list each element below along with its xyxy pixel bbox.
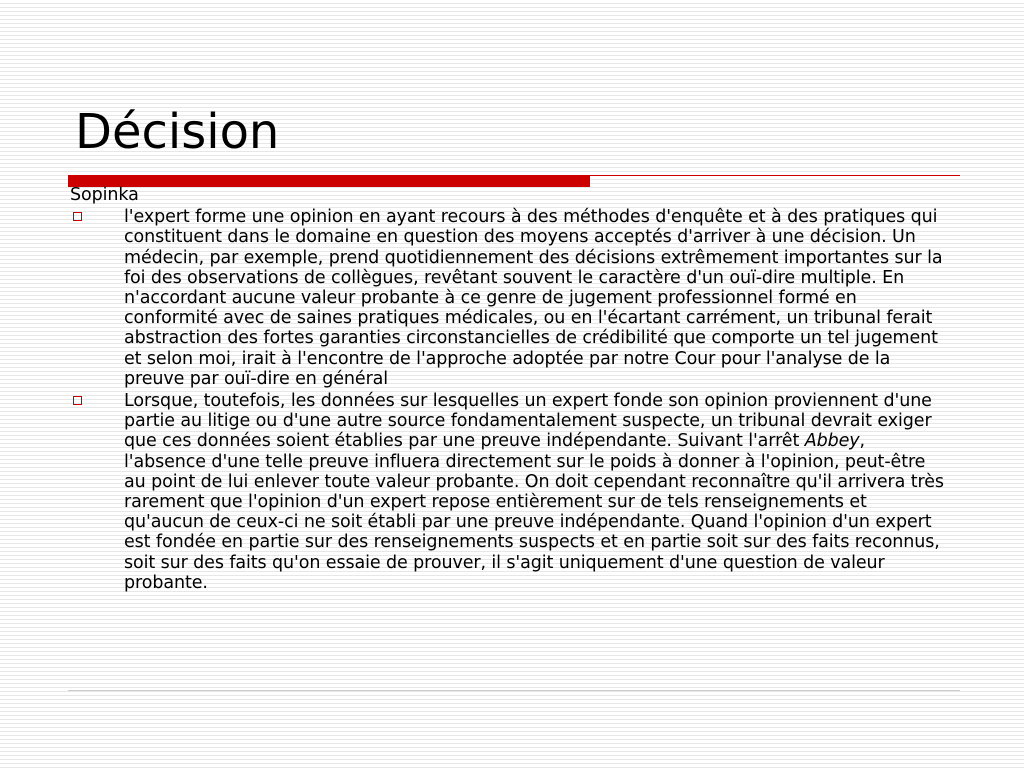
hollow-square-bullet-icon — [73, 212, 82, 221]
bullet-item-1 — [70, 207, 950, 389]
case-name-italic: Abbey — [804, 431, 860, 452]
bullet-item-2 — [70, 391, 950, 593]
slide-body — [70, 185, 950, 595]
hollow-square-bullet-icon — [73, 396, 82, 405]
bullet-text: l'expert forme une opinion en ayant recours à des méthodes d'enquête et à des pratiques qui constituent dans le domaine en question des moyens acceptés d'arriver à une décision. Un médecin, par exemple, prend quotidiennement des décisions extrêmement importantes sur la foi des observations de collègues, revêtant souvent le caractère d'un ouï-dire multiple. En n'accordant aucune valeur probante à ce genre de jugement professionnel formé en conformité avec de saines pratiques médicales, ou en l'écartant carrément, un tribunal ferait abstraction des fortes garanties circonstancielles de crédibilité que comporte un tel jugement et selon moi, irait à l'encontre de l'approche adoptée par notre Cour pour l'analyse de la preuve par ouï-dire en général — [124, 207, 943, 389]
slide-subtitle: Sopinka — [70, 185, 139, 205]
bullet-text — [124, 391, 944, 593]
footer-rule — [68, 690, 960, 691]
bullet-text-part: Lorsque, toutefois, les données sur lesquelles un expert fonde son opinion proviennent d'une partie au litige ou d'une autre source fondamentalement suspecte, un tribunal devrait exiger que ces données soient établies par une preuve indépendante. Suivant l'arrêt — [124, 391, 932, 452]
slide-title: Décision — [75, 104, 280, 160]
bullet-text-part: , l'absence d'une telle preuve influera directement sur le poids à donner à l'opinion, peut-être au point de lui enlever toute valeur probante. On doit cependant reconnaître qu'il arrivera très rarement que l'opinion d'un expert repose entièrement sur de tels renseignements et qu'aucun de ceux-ci ne soit établi par une preuve indépendante. Quand l'opinion d'un expert est fondée en partie sur des renseignements suspects et en partie soit sur des faits reconnus, soit sur des faits qu'on essaie de prouver, il s'agit uniquement d'une question de valeur probante. — [124, 431, 944, 593]
